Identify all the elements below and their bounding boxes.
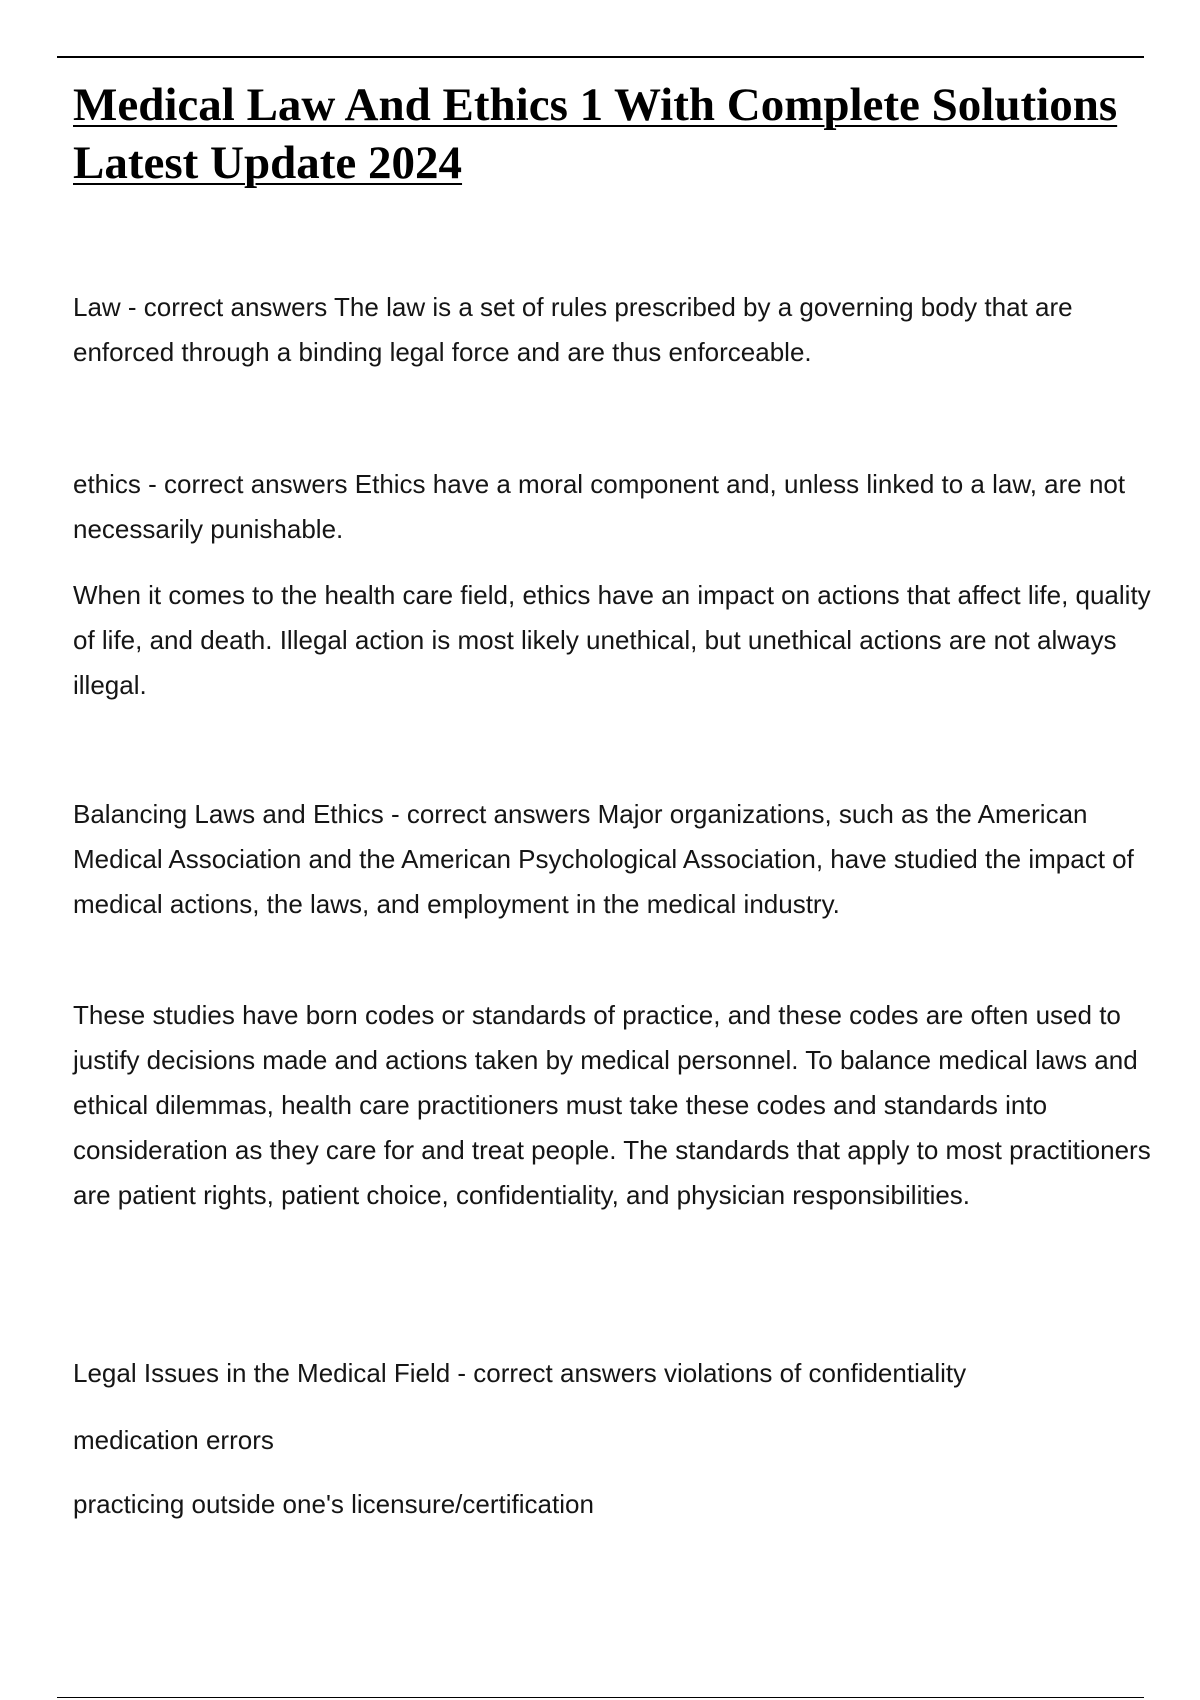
paragraph-legal-issues: Legal Issues in the Medical Field - correct answers violations of confidentiality	[73, 1358, 967, 1388]
top-divider	[57, 56, 1144, 58]
paragraph-law: Law - correct answers The law is a set of rules prescribed by a governing body that are enforced through a binding legal force and are thus enforceable.	[73, 292, 1073, 367]
paragraph-ethics-health-care: When it comes to the health care field, ethics have an impact on actions that affect life, quality of life, and death. Illegal action is most likely unethical, but unethical actions are not always illegal.	[73, 580, 1151, 700]
paragraph-balancing-laws: Balancing Laws and Ethics - correct answers Major organizations, such as the American Medical Association and the American Psychological Association, have studied the impact of medical actions, the laws, and employment in the medical industry.	[73, 799, 1134, 919]
list-item-practicing-outside-licensure: practicing outside one's licensure/certification	[73, 1489, 594, 1519]
document-title: Medical Law And Ethics 1 With Complete Solutions Latest Update 2024	[73, 79, 1118, 189]
paragraph-codes-standards: These studies have born codes or standards of practice, and these codes are often used to justify decisions made and actions taken by medical personnel. To balance medical laws and ethical dilemmas, health care practitioners must take these codes and standards into consideration as they care for and treat people. The standards that apply to most practitioners are patient rights, patient choice, confidentiality, and physician responsibilities.	[73, 1000, 1151, 1210]
paragraph-ethics: ethics - correct answers Ethics have a moral component and, unless linked to a law, are not necessarily punishable.	[73, 469, 1126, 544]
list-item-medication-errors: medication errors	[73, 1425, 274, 1455]
bottom-divider	[57, 1697, 1144, 1698]
